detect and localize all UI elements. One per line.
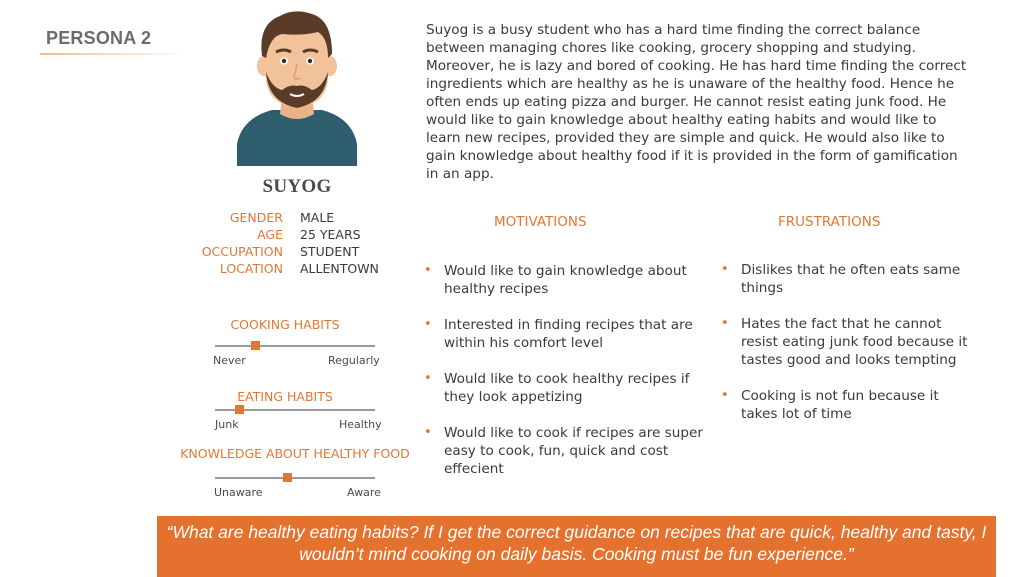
occupation-label: OCCUPATION bbox=[201, 244, 283, 259]
cooking-habits-max-label: Regularly bbox=[328, 354, 380, 367]
list-item-text: Would like to gain knowledge about healthy recipes bbox=[444, 263, 687, 297]
cooking-habits-track bbox=[215, 345, 375, 347]
age-value: 25 YEARS bbox=[300, 227, 361, 242]
avatar bbox=[232, 6, 362, 166]
occupation-value: STUDENT bbox=[300, 244, 360, 259]
eating-habits-marker bbox=[235, 405, 244, 414]
persona-label: PERSONA 2 bbox=[46, 28, 152, 48]
eating-habits-max-label: Healthy bbox=[339, 418, 382, 431]
avatar-pupil-left bbox=[282, 59, 286, 63]
list-item bbox=[721, 387, 969, 423]
persona-underline bbox=[40, 53, 190, 55]
list-item bbox=[721, 261, 969, 297]
cooking-habits-min-label: Never bbox=[213, 354, 246, 367]
knowledge-track bbox=[215, 477, 375, 479]
list-item bbox=[721, 315, 969, 369]
knowledge-min-label: Unaware bbox=[214, 486, 263, 499]
frustrations-list bbox=[721, 261, 969, 423]
list-item bbox=[424, 316, 704, 352]
bullet-icon: • bbox=[721, 262, 729, 277]
knowledge-max-label: Aware bbox=[347, 486, 381, 499]
eating-habits-title: EATING HABITS bbox=[237, 389, 333, 404]
bio-paragraph: Suyog is a busy student who has a hard time finding the correct balance between managing chores like cooking, grocery shopping and studying. Moreover, he is lazy and bored of cooking. He has hard time finding the correct ingredients which are healthy as he is unaware of the healthy food. Hence he often ends up eating pizza and burger. He cannot resist eating junk food. He would like to gain knowledge about healthy eating habits and would like to learn new recipes, provided they are simple and quick. He would also like to gain knowledge about healthy food if it is provided in the form of gamification in an app. bbox=[426, 22, 967, 182]
list-item-text: Dislikes that he often eats same things bbox=[741, 262, 961, 296]
bullet-icon: • bbox=[424, 263, 432, 278]
eating-habits-min-label: Junk bbox=[215, 418, 239, 431]
bullet-icon: • bbox=[721, 316, 729, 331]
quote-text: “What are healthy eating habits? If I get the correct guidance on recipes that are quick, healthy and tasty, I wouldn’t mind cooking on daily basis. Cooking must be fun experience.” bbox=[166, 522, 987, 564]
avatar-pupil-right bbox=[308, 59, 312, 63]
persona-name: SUYOG bbox=[262, 176, 332, 197]
gender-label: GENDER bbox=[229, 210, 283, 225]
list-item bbox=[424, 424, 704, 478]
location-label: LOCATION bbox=[219, 261, 283, 276]
motivations-title: MOTIVATIONS bbox=[494, 214, 587, 230]
location-value: ALLENTOWN bbox=[300, 261, 379, 276]
list-item-text: Interested in finding recipes that are within his comfort level bbox=[444, 317, 693, 351]
bullet-icon: • bbox=[424, 425, 432, 440]
bullet-icon: • bbox=[424, 371, 432, 386]
motivations-list bbox=[424, 262, 704, 478]
list-item-text: Hates the fact that he cannot resist eating junk food because it tastes good and looks tempting bbox=[741, 316, 968, 368]
list-item-text: Would like to cook if recipes are super easy to cook, fun, quick and cost effecient bbox=[444, 425, 703, 477]
list-item-text: Would like to cook healthy recipes if they look appetizing bbox=[444, 371, 690, 405]
bullet-icon: • bbox=[424, 317, 432, 332]
list-item bbox=[424, 370, 704, 406]
cooking-habits-title: COOKING HABITS bbox=[230, 317, 340, 332]
knowledge-title: KNOWLEDGE ABOUT HEALTHY FOOD bbox=[180, 446, 410, 461]
cooking-habits-marker bbox=[251, 341, 260, 350]
bullet-icon: • bbox=[721, 388, 729, 403]
age-label: AGE bbox=[257, 227, 283, 242]
knowledge-marker bbox=[283, 473, 292, 482]
frustrations-title: FRUSTRATIONS bbox=[778, 214, 881, 230]
gender-value: MALE bbox=[300, 210, 335, 225]
list-item bbox=[424, 262, 704, 298]
list-item-text: Cooking is not fun because it takes lot of time bbox=[741, 388, 939, 422]
